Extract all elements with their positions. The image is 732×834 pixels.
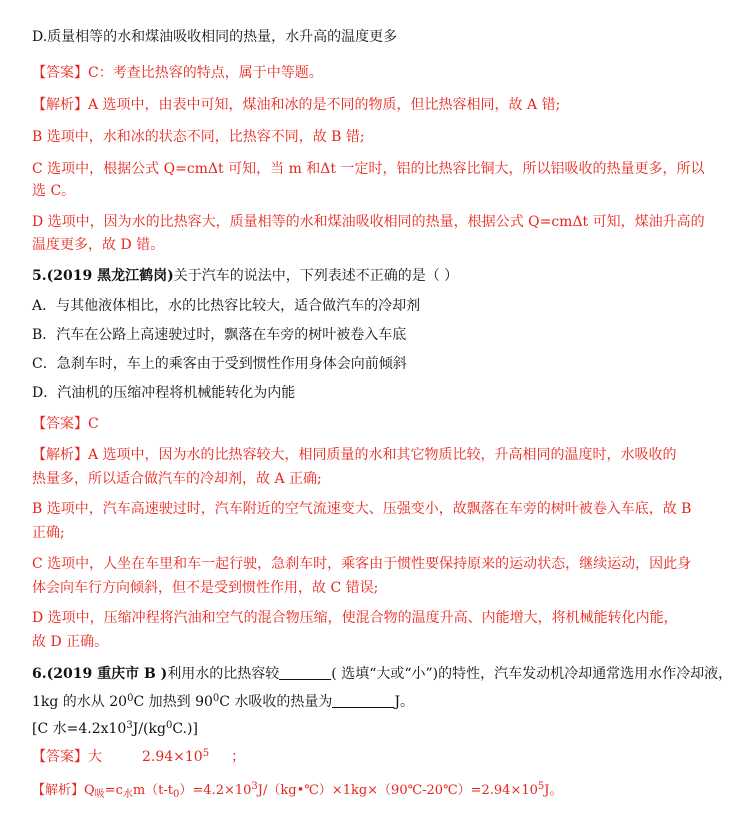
q5-explanation-line: 【解析】A 选项中，因为水的比热容较大，相同质量的水和其它物质比较，升高相同的温度时，水吸收的 (32, 447, 677, 463)
q6-sup: 0 (212, 693, 220, 704)
q5-explanation-line: 热量多，所以适合做汽车的冷却剂，故 A 正确; (32, 471, 322, 487)
q5-option-a: A．与其他液体相比，水的比热容比较大，适合做汽车的冷却剂 (32, 298, 421, 314)
q4-answer: 【答案】C：考查比热容的特点，属于中等题。 (32, 65, 323, 81)
q6-sup: 3 (126, 720, 133, 731)
q6-given (32, 716, 612, 739)
q6-sup: 5 (537, 781, 545, 792)
q6-text: J。 (544, 783, 563, 798)
q4-explanation-line: 温度更多，故 D 错。 (32, 237, 165, 253)
q5-answer: 【答案】C (32, 416, 99, 432)
q6-stem-part2: ( 选填“大或“小”)的特性，汽车发动机冷却通常选用水作冷却液， (331, 666, 732, 682)
q4-explanation-line: 选 C。 (32, 183, 76, 199)
q6-text: ； (231, 749, 246, 765)
q6-text: =c (104, 783, 123, 798)
q5-option-c: C．急刹车时，车上的乘客由于受到惯性作用身体会向前倾斜 (32, 356, 407, 372)
q5-stem-text: 关于汽车的说法中，下列表述不正确的是（ ） (173, 268, 459, 284)
q5-explanation-line: C 选项中，人坐在车里和车一起行驶，急刹车时，乘客由于惯性要保持原来的运动状态，继续运动，因此身 (32, 556, 692, 572)
q4-explanation-line: C 选项中，根据公式 Q=cmΔt 可知，当 m 和Δt 一定时，铝的比热容比铜大，所以铝吸收的热量更多，所以 (32, 161, 705, 177)
q5-explanation-line: 正确; (32, 525, 65, 541)
q6-text: C.)] (172, 721, 198, 737)
q5-explanation-line: 故 D 正确。 (32, 634, 109, 650)
q6-sub: 吸 (94, 789, 105, 800)
q6-text: 【解析】Q (32, 783, 95, 798)
q6-sup: 3 (251, 781, 258, 792)
q6-sub: 水 (122, 789, 133, 800)
q6-text: C 水吸收的热量为 (219, 694, 333, 710)
q6-text: C 加热到 90 (133, 694, 213, 710)
q6-number-source: 6.(2019 重庆市 B ) (32, 666, 168, 682)
q6-text: J。 (394, 694, 415, 710)
q6-text: m（t-t (132, 783, 174, 798)
q4-explanation-line: 【解析】A 选项中，由表中可知，煤油和冰的是不同的物质，但比热容相同，故 A 错; (32, 97, 561, 113)
q5-number-source: 5.(2019 黑龙江鹤岗) (32, 268, 174, 284)
q6-text: J/(kg (132, 721, 166, 737)
q5-stem (32, 266, 612, 286)
q4-explanation-line: B 选项中，水和冰的状态不同，比热容不同，故 B 错; (32, 129, 365, 145)
q6-answer-label: 【答案】大 (32, 749, 102, 765)
q6-text: J/（kg•℃）×1kg×（90℃-20℃）=2.94×10 (257, 783, 538, 798)
q5-explanation-line: B 选项中，汽车高速驶过时，汽车附近的空气流速变大、压强变小，故飘落在车旁的树叶被卷入车底，故 B (32, 501, 692, 517)
q6-answer-value: 2.94×10 (142, 749, 203, 765)
q6-text: ）=4.2×10 (179, 783, 252, 798)
q4-explanation-line: D 选项中，因为水的比热容大，质量相等的水和煤油吸收相同的热量，根据公式 Q=cmΔt 可知，煤油升高的 (32, 214, 705, 230)
q6-explanation (32, 777, 612, 805)
q6-stem-line2 (32, 689, 612, 712)
q6-text: 1kg 的水从 20 (32, 694, 128, 710)
q6-blank-2[interactable] (332, 693, 394, 708)
q6-text: [C 水=4.2x10 (32, 721, 127, 737)
q5-explanation-line: D 选项中，压缩冲程将汽油和空气的混合物压缩，使混合物的温度升高、内能增大，将机械能转化内能， (32, 610, 678, 626)
q6-sup: 5 (202, 748, 210, 759)
q6-sup: 0 (165, 720, 173, 731)
q6-answer (32, 744, 612, 767)
q5-option-b: B．汽车在公路上高速驶过时，飘落在车旁的树叶被卷入车底 (32, 327, 407, 343)
q6-stem-part1: 利用水的比热容较 (167, 666, 280, 682)
q6-sub: 0 (173, 789, 180, 800)
q5-option-d: D．汽油机的压缩冲程将机械能转化为内能 (32, 385, 296, 401)
q5-explanation-line: 体会向车行方向倾斜，但不是受到惯性作用，故 C 错误; (32, 580, 379, 596)
q6-sup: 0 (127, 693, 134, 704)
q6-stem (32, 664, 732, 684)
q6-blank-1[interactable] (279, 665, 331, 680)
q4-option-d: D.质量相等的水和煤油吸收相同的热量，水升高的温度更多 (32, 29, 398, 45)
